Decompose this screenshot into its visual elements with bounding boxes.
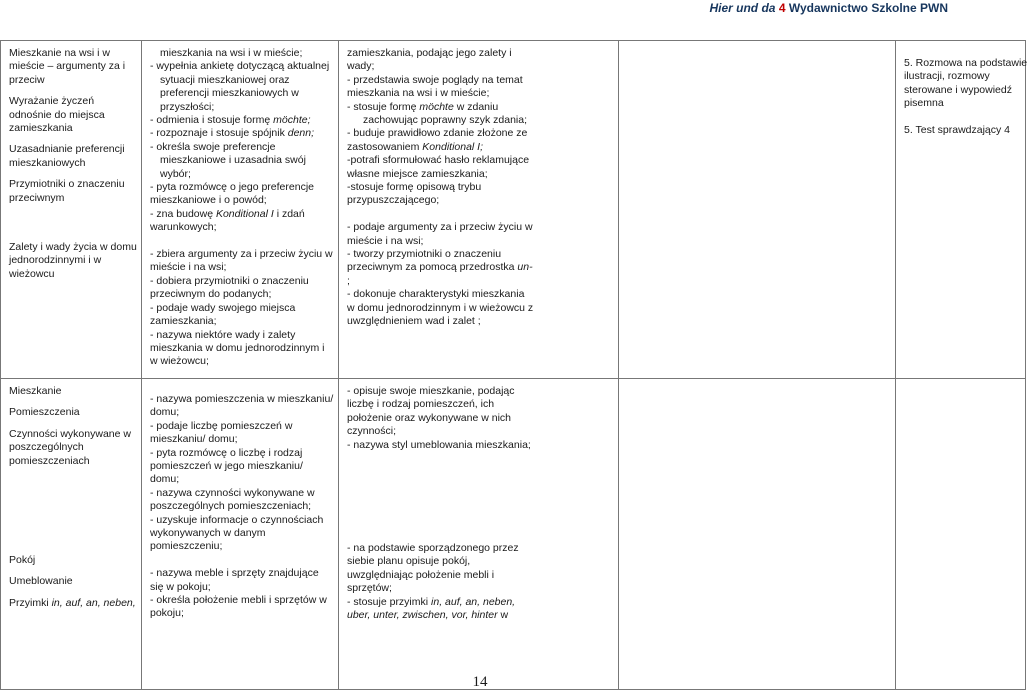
text-line: własne miejsce zamieszkania; <box>347 167 488 180</box>
text-line: przeciwnym za pomocą przedrostka un- <box>347 261 533 274</box>
text-line: - nazywa czynności wykonywane w <box>150 486 315 499</box>
extended-requirements-cell <box>339 379 619 690</box>
text-line: - określa położenie mebli i sprzętów w <box>150 594 327 607</box>
text-line: wykonywanych w danym <box>150 527 266 540</box>
text-line: sprzętów; <box>347 582 392 595</box>
text-line: zamieszkania; <box>150 315 217 328</box>
text-line: mieszkaniowe i o powód; <box>150 194 267 207</box>
text-line: pisemna <box>904 97 944 110</box>
topic-item: Przyimki in, auf, an, neben, <box>9 596 136 609</box>
empty-cell <box>619 379 896 690</box>
text-line: - buduje prawidłowo zdanie złożone ze <box>347 127 528 140</box>
text-line: pomieszczeniu; <box>150 540 223 553</box>
topic-item: Pomieszczenia <box>9 406 80 419</box>
page-header <box>709 0 948 16</box>
text-line: -stosuje formę opisową trybu <box>347 181 482 194</box>
text-line: - nazywa styl umeblowania mieszkania; <box>347 438 531 451</box>
text-line: ilustracji, rozmowy <box>904 70 990 83</box>
text-line: 5. Rozmowa na podstawie <box>904 57 1027 69</box>
text-line: preferencji mieszkaniowych w <box>160 87 299 100</box>
text-line: - stosuje formę möchte w zdaniu <box>347 100 499 113</box>
text-line: przeciwnym do podanych; <box>150 288 272 301</box>
table-row <box>1 41 1026 379</box>
topic-item: Czynności wykonywane w poszczególnych pomieszczeniach <box>9 427 131 467</box>
text-line: w wieżowcu; <box>150 355 209 368</box>
topic-item: Wyrażanie życzeń odnośnie do miejsca zamieszkania <box>9 95 105 135</box>
text-line: - opisuje swoje mieszkanie, podając <box>347 385 515 397</box>
empty-cell <box>896 379 1026 690</box>
text-line: uwzględnieniem wad i zalet ; <box>347 315 481 328</box>
text-line: - nazywa meble i sprzęty znajdujące <box>150 567 319 580</box>
empty-cell <box>619 41 896 379</box>
topic-item: Pokój <box>9 554 36 567</box>
text-line: 5. Test sprawdzający 4 <box>904 124 1011 137</box>
text-line: warunkowych; <box>150 221 217 234</box>
text-line: domu; <box>150 406 180 419</box>
text-line: liczbę i rodzaj pomieszczeń, ich <box>347 398 495 411</box>
text-line: - zbiera argumenty za i przeciw życiu w <box>150 248 333 261</box>
text-line: mieszkania na wsi i w mieście; <box>347 87 490 100</box>
text-line: - wypełnia ankietę dotyczącą aktualnej <box>150 60 330 73</box>
text-line: - przedstawia swoje poglądy na temat <box>347 73 523 86</box>
text-line: wady; <box>347 60 375 73</box>
text-line: mieszkaniu/ domu; <box>150 433 238 446</box>
text-line: - pyta rozmówcę o liczbę i rodzaj <box>150 446 303 459</box>
topic-cell <box>1 379 142 690</box>
text-line: - podaje argumenty za i przeciw życiu w <box>347 221 533 234</box>
text-line: ; <box>347 274 350 287</box>
topic-item: Mieszkanie <box>9 385 62 397</box>
text-line: - na podstawie sporządzonego przez <box>347 542 519 555</box>
text-line: uwzględniając położenie mebli i <box>347 568 495 581</box>
text-line: domu; <box>150 473 180 486</box>
text-line: zachowując poprawny szyk zdania; <box>363 114 528 127</box>
text-line: poszczególnych pomieszczeniach; <box>150 500 312 513</box>
text-line: siebie planu opisuje pokój, <box>347 555 471 568</box>
text-line: - odmienia i stosuje formę möchte; <box>150 114 311 127</box>
text-line: przyszłości; <box>160 100 215 113</box>
text-line: zastosowaniem Konditional I; <box>347 140 484 153</box>
text-line: - podaje wady swojego miejsca <box>150 301 296 314</box>
text-line: wybór; <box>160 167 191 180</box>
topic-item: Uzasadnianie preferencji mieszkaniowych <box>9 143 125 169</box>
text-line: - stosuje przyimki in, auf, an, neben, <box>347 595 516 608</box>
text-line: - pyta rozmówcę o jego preferencje <box>150 181 314 194</box>
page-number: 14 <box>472 674 488 690</box>
text-line: się w pokoju; <box>150 580 211 593</box>
text-line: położenie oraz wykonywane w nich <box>347 411 512 424</box>
text-line: - rozpoznaje i stosuje spójnik denn; <box>150 127 315 140</box>
topic-cell <box>1 41 142 379</box>
publisher-name: Wydawnictwo Szkolne PWN <box>788 1 948 15</box>
textbook-number: 4 <box>778 1 786 15</box>
text-line: mieszkaniowe i uzasadnia swój <box>160 154 306 167</box>
table-row <box>1 379 1026 690</box>
text-line: mieście i na wsi; <box>347 234 424 247</box>
textbook-title: Hier und da <box>709 1 776 15</box>
text-line: uber, unter, zwischen, vor, hinter w <box>347 609 509 622</box>
text-line: zamieszkania, podając jego zalety i <box>347 47 512 59</box>
topic-item: Zalety i wady życia w domu jednorodzinnymi i w wieżowcu <box>9 241 137 280</box>
text-line: - nazywa niektóre wady i zalety <box>150 328 296 341</box>
forms-of-assessment-cell <box>896 41 1026 379</box>
text-line: - nazywa pomieszczenia w mieszkaniu/ <box>150 393 334 405</box>
text-line: - uzyskuje informacje o czynnościach <box>150 513 324 526</box>
text-line: sterowane i wypowiedź <box>904 83 1012 96</box>
text-line: - określa swoje preferencje <box>150 140 276 153</box>
text-line: - zna budowę Konditional I i zdań <box>150 207 305 220</box>
text-line: - dokonuje charakterystyki mieszkania <box>347 288 525 301</box>
text-line: czynności; <box>347 425 397 438</box>
text-line: przypuszczającego; <box>347 194 440 207</box>
text-line: pomieszczeń w jego mieszkaniu/ <box>150 460 303 473</box>
text-line: sytuacji mieszkaniowej oraz <box>160 73 290 86</box>
basic-requirements-cell <box>142 379 339 690</box>
basic-requirements-cell <box>142 41 339 379</box>
text-line: mieście i na wsi; <box>150 261 227 274</box>
topic-item: Mieszkanie na wsi i w mieście – argumenty za i przeciw <box>9 47 126 86</box>
topic-item: Umeblowanie <box>9 575 73 588</box>
extended-requirements-cell <box>339 41 619 379</box>
text-line: - podaje liczbę pomieszczeń w <box>150 419 293 432</box>
topic-item: Przymiotniki o znaczeniu przeciwnym <box>9 178 125 204</box>
text-line: - tworzy przymiotniki o znaczeniu <box>347 248 502 261</box>
text-line: mieszkania w domu jednorodzinnym i <box>150 341 325 354</box>
text-line: - dobiera przymiotniki o znaczeniu <box>150 274 309 287</box>
text-line: -potrafi sformułować hasło reklamujące <box>347 154 530 167</box>
text-line: pokoju; <box>150 607 184 620</box>
text-line: w domu jednorodzinnym i w wieżowcu z <box>347 301 534 314</box>
text-line: mieszkania na wsi i w mieście; <box>160 47 303 59</box>
curriculum-table <box>0 40 1026 690</box>
